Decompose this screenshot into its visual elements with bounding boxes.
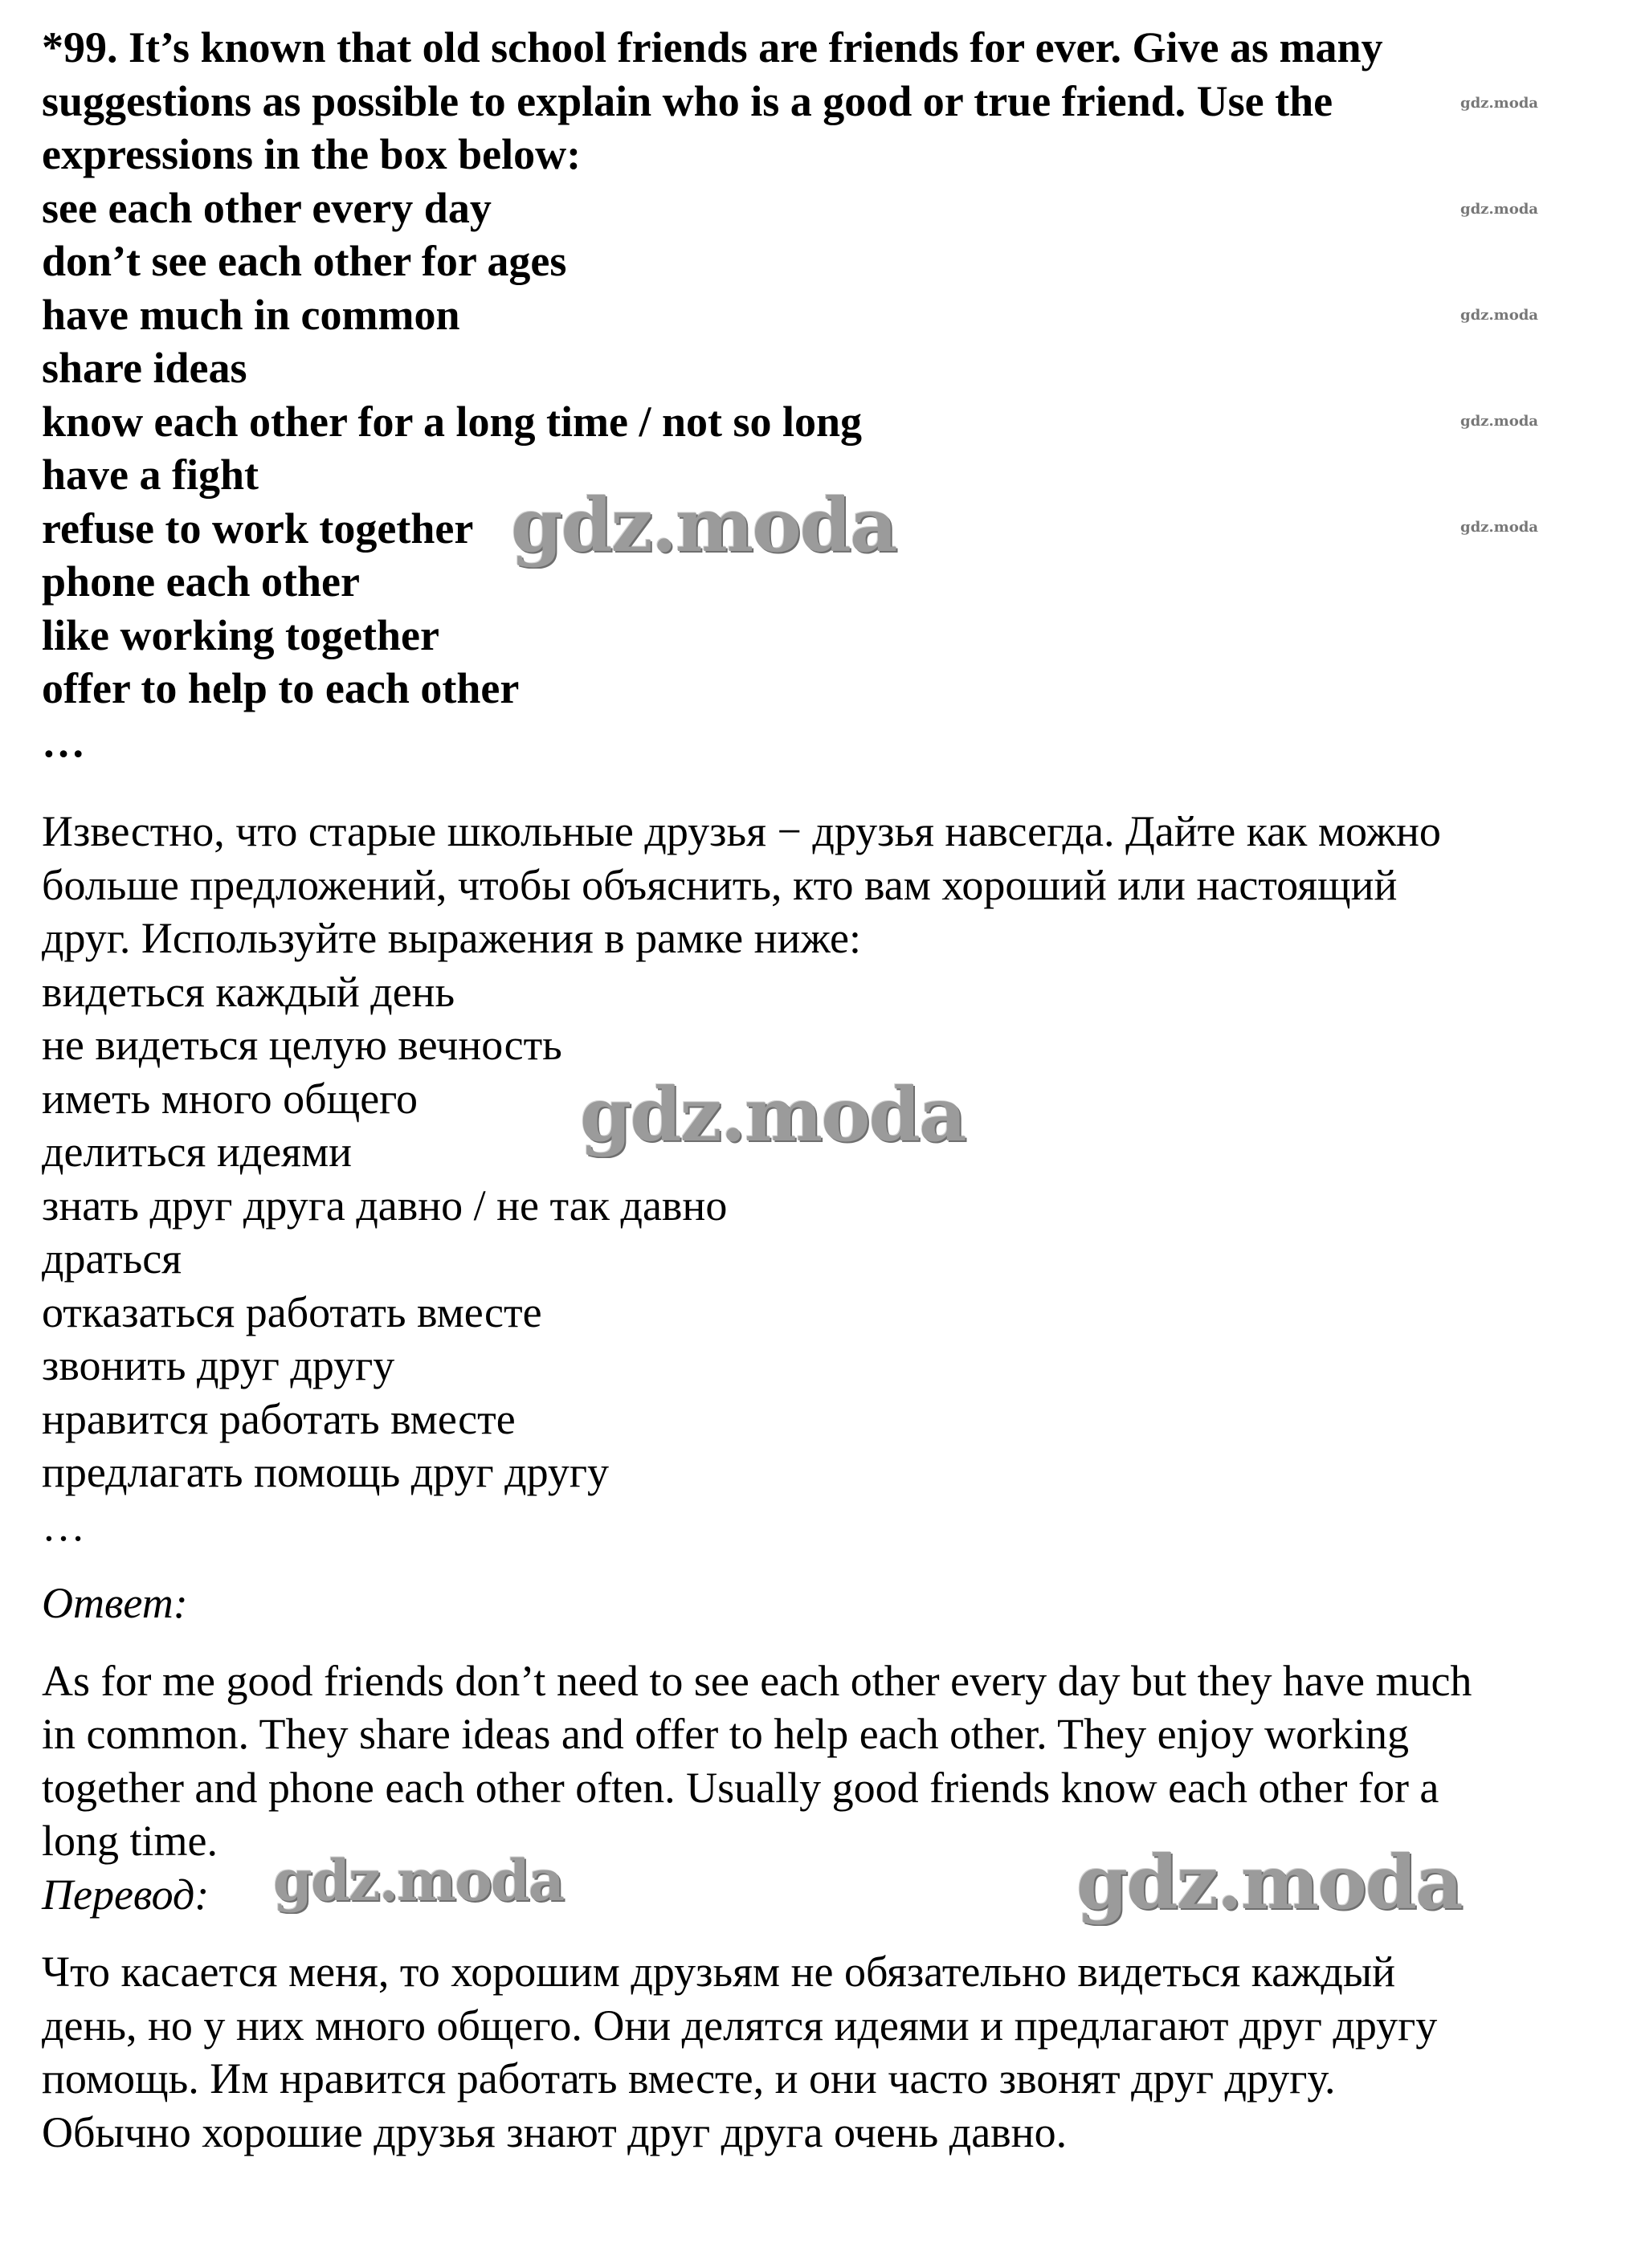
watermark: gdz.moda bbox=[580, 1071, 966, 1158]
expression-item: don’t see each other for ages bbox=[42, 237, 567, 285]
ellipsis: … bbox=[42, 717, 85, 766]
watermark-small: gdz.moda bbox=[1460, 413, 1538, 430]
answer-line: As for me good friends don’t need to see each other every day but they have much bbox=[42, 1656, 1472, 1705]
expression-item: share ideas bbox=[42, 344, 247, 392]
spacer bbox=[42, 769, 1608, 805]
task-line: suggestions as possible to explain who is a good or true friend. Use the bbox=[42, 76, 1333, 125]
watermark: gdz.moda bbox=[273, 1847, 564, 1914]
answer-line: long time. bbox=[42, 1817, 218, 1865]
expression-item: know each other for a long time / not so long bbox=[42, 397, 863, 446]
expression-item: offer to help to each other bbox=[42, 664, 520, 712]
expression-item: phone each other bbox=[42, 557, 360, 606]
watermark: gdz.moda bbox=[1076, 1839, 1462, 1926]
translation-block bbox=[42, 1945, 1608, 2159]
translation-task-block bbox=[42, 805, 1608, 1552]
task-block bbox=[42, 21, 1608, 769]
watermark-small: gdz.moda bbox=[1460, 201, 1538, 218]
expression-item: like working together bbox=[42, 610, 439, 659]
expression-item: refuse to work together bbox=[42, 504, 474, 553]
expression-item: знать друг друга давно / не так давно bbox=[42, 1181, 728, 1230]
expression-item: делиться идеями bbox=[42, 1128, 353, 1176]
ellipsis: … bbox=[42, 1501, 85, 1550]
expression-item: have much in common bbox=[42, 290, 460, 339]
answer-line: together and phone each other often. Usually good friends know each other for a bbox=[42, 1763, 1439, 1812]
task-line: Известно, что старые школьные друзья − друзья навсегда. Дайте как можно bbox=[42, 807, 1441, 855]
answer-line: in common. They share ideas and offer to help each other. They enjoy working bbox=[42, 1710, 1410, 1758]
expression-item: звонить друг другу bbox=[42, 1341, 395, 1389]
expression-item: see each other every day bbox=[42, 183, 492, 232]
watermark-small: gdz.moda bbox=[1460, 307, 1538, 324]
translation-line: Что касается меня, то хорошим друзьям не обязательно видеться каждый bbox=[42, 1948, 1396, 1996]
task-line: друг. Используйте выражения в рамке ниже: bbox=[42, 914, 862, 962]
spacer bbox=[42, 1630, 1608, 1654]
watermark: gdz.moda bbox=[511, 482, 896, 569]
task-line: больше предложений, чтобы объяснить, кто вам хороший или настоящий bbox=[42, 860, 1398, 909]
task-line: *99. It’s known that old school friends are friends for ever. Give as many bbox=[42, 23, 1383, 71]
answer-block bbox=[42, 1654, 1608, 1868]
translation-line: день, но у них много общего. Они делятся идеями и предлагают друг другу bbox=[42, 2001, 1438, 2050]
translation-line: Обычно хорошие друзья знают друг друга очень давно. bbox=[42, 2107, 1068, 2156]
watermark-small: gdz.moda bbox=[1460, 95, 1538, 112]
expression-item: не видеться целую вечность bbox=[42, 1021, 562, 1069]
translation-heading: Перевод: bbox=[42, 1870, 210, 1919]
expression-item: иметь много общего bbox=[42, 1074, 418, 1123]
expression-item: видеться каждый день bbox=[42, 967, 455, 1016]
task-line: expressions in the box below: bbox=[42, 130, 582, 178]
expression-item: предлагать помощь друг другу bbox=[42, 1448, 610, 1496]
expression-item: нравится работать вместе bbox=[42, 1394, 516, 1443]
expression-item: отказаться работать вместе bbox=[42, 1287, 542, 1336]
answer-heading: Ответ: bbox=[42, 1579, 188, 1627]
expression-item: have a fight bbox=[42, 451, 259, 499]
watermark-small: gdz.moda bbox=[1460, 519, 1538, 536]
expression-item: драться bbox=[42, 1234, 182, 1283]
translation-line: помощь. Им нравится работать вместе, и они часто звонят друг другу. bbox=[42, 2054, 1336, 2103]
spacer bbox=[42, 1552, 1608, 1577]
